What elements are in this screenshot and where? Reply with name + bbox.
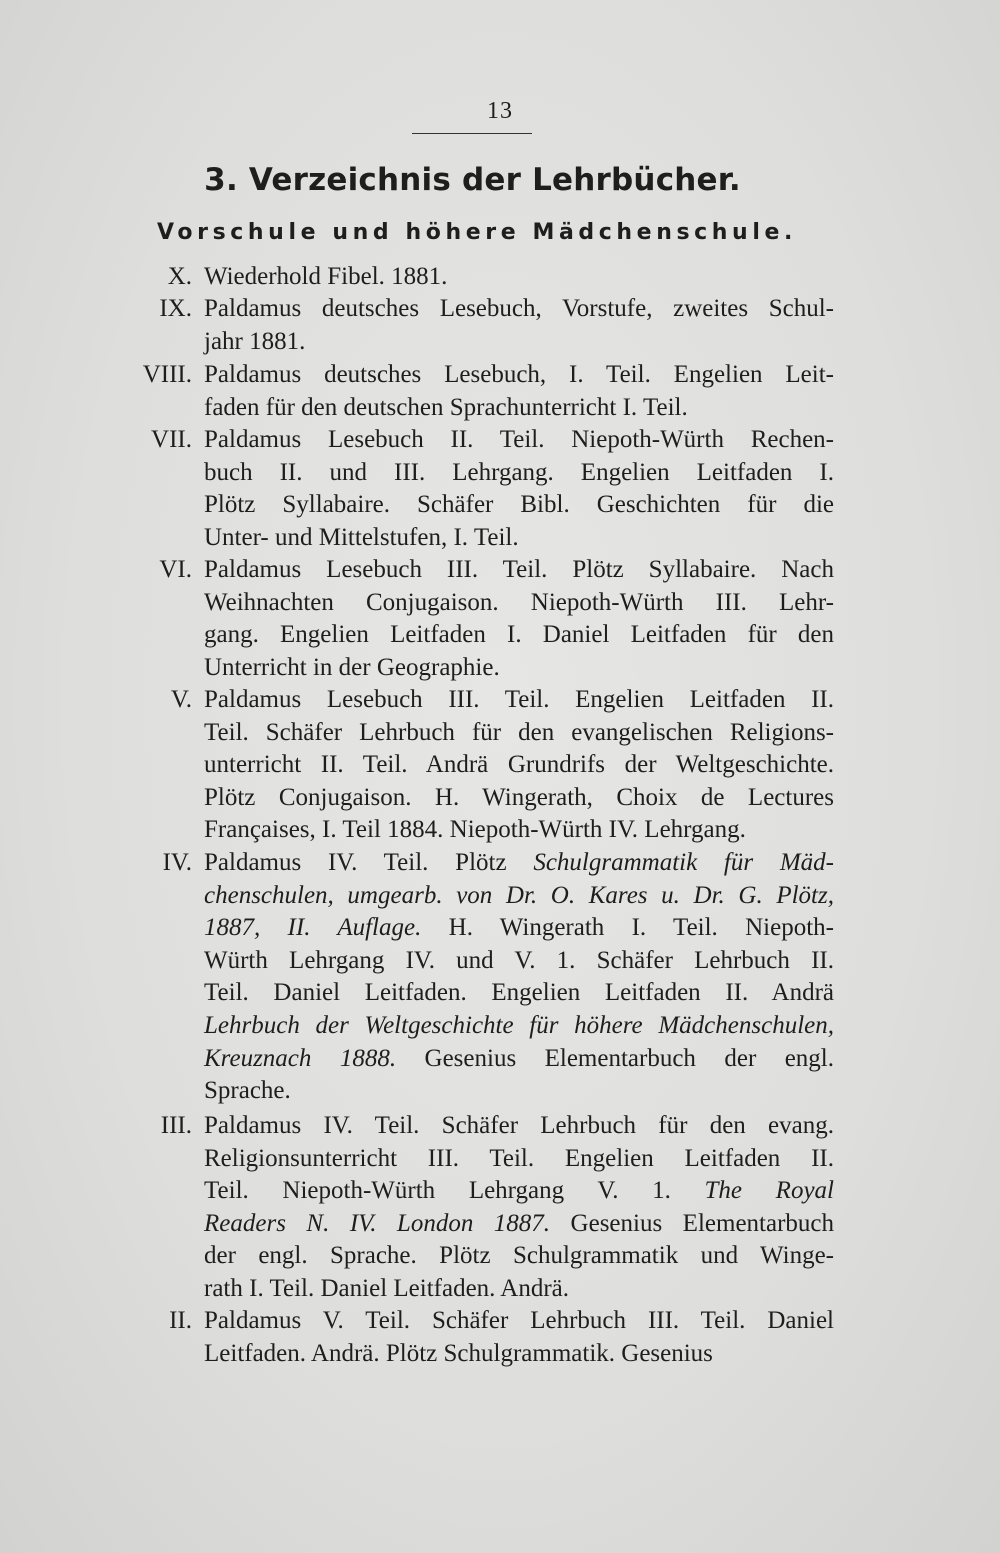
text-line: Unterricht in der Geographie.: [204, 653, 500, 681]
page-number-rule: [412, 133, 532, 134]
entry-text: [204, 359, 834, 424]
text-line: Teil. Niepoth-Würth Lehrgang V. 1. The Royal: [204, 1177, 834, 1205]
text-line: Leitfaden. Andrä. Plötz Schulgrammatik. Gesenius: [204, 1339, 713, 1367]
text-line: unterricht II. Teil. Andrä Grundrifs der Weltgeschichte.: [204, 751, 834, 779]
class-numeral: VI.: [159, 556, 192, 583]
class-numeral: V.: [170, 686, 192, 713]
text-line: Würth Lehrgang IV. und V. 1. Schäfer Lehrbuch II.: [204, 946, 834, 974]
text-line: Paldamus Lesebuch III. Teil. Plötz Syllabaire. Nach: [204, 556, 834, 583]
class-numeral: X.: [167, 263, 192, 290]
class-numeral: III.: [160, 1112, 192, 1139]
class-numeral: IX.: [159, 295, 192, 322]
text-line: Unter- und Mittelstufen, I. Teil.: [204, 523, 519, 551]
text-line: chenschulen, umgearb. von Dr. O. Kares u. Dr. G. Plötz,: [204, 881, 834, 909]
text-line: jahr 1881.: [204, 327, 306, 355]
text-line: Wiederhold Fibel. 1881.: [204, 263, 448, 290]
entry-text: [204, 847, 834, 1108]
text-line: Paldamus deutsches Lesebuch, I. Teil. Engelien Leit-: [204, 361, 834, 388]
text-line: Paldamus deutsches Lesebuch, Vorstufe, zweites Schul-: [204, 295, 834, 322]
page-number: 13: [487, 98, 513, 124]
entry-text: [204, 293, 834, 358]
entry-text: [204, 424, 834, 554]
text-line: Readers N. IV. London 1887. Gesenius Elementarbuch: [204, 1209, 834, 1237]
text-line: 1887, II. Auflage. H. Wingerath I. Teil. Niepoth-: [204, 914, 834, 942]
class-numeral: II.: [169, 1307, 192, 1334]
text-line: buch II. und III. Lehrgang. Engelien Leitfaden I.: [204, 458, 834, 486]
text-line: rath I. Teil. Daniel Leitfaden. Andrä.: [204, 1274, 570, 1302]
section-subtitle: Vorschule und höhere Mädchenschule.: [157, 220, 797, 245]
text-line: gang. Engelien Leitfaden I. Daniel Leitfaden für den: [204, 621, 834, 649]
text-line: Weihnachten Conjugaison. Niepoth-Würth III. Lehr-: [204, 588, 834, 616]
text-line: faden für den deutschen Sprachunterricht I. Teil.: [204, 393, 688, 421]
entry-text: [204, 554, 834, 684]
entry-text: [204, 1110, 834, 1306]
text-line: Paldamus V. Teil. Schäfer Lehrbuch III. Teil. Daniel: [204, 1307, 834, 1334]
entry-text: [204, 261, 834, 294]
section-title: 3. Verzeichnis der Lehrbücher.: [204, 162, 741, 198]
text-line: Paldamus IV. Teil. Schäfer Lehrbuch für den evang.: [204, 1112, 834, 1139]
text-line: Paldamus Lesebuch II. Teil. Niepoth-Würth Rechen-: [204, 426, 834, 453]
text-line: Plötz Syllabaire. Schäfer Bibl. Geschichten für die: [204, 491, 834, 519]
class-numeral: VII.: [151, 426, 192, 453]
text-line: Teil. Daniel Leitfaden. Engelien Leitfaden II. Andrä: [204, 979, 834, 1007]
text-line: Lehrbuch der Weltgeschichte für höhere Mädchenschulen,: [204, 1011, 834, 1039]
text-line: Paldamus IV. Teil. Plötz Schulgrammatik für Mäd-: [204, 849, 834, 876]
text-line: Teil. Schäfer Lehrbuch für den evangelischen Religions-: [204, 718, 834, 746]
text-line: Religionsunterricht III. Teil. Engelien Leitfaden II.: [204, 1144, 834, 1172]
text-line: Françaises, I. Teil 1884. Niepoth-Würth IV. Lehrgang.: [204, 816, 746, 844]
class-numeral: VIII.: [142, 361, 192, 388]
entry-text: [204, 684, 834, 847]
text-line: Sprache.: [204, 1077, 291, 1105]
entry-text: [204, 1305, 834, 1370]
text-line: Paldamus Lesebuch III. Teil. Engelien Leitfaden II.: [204, 686, 834, 713]
text-line: Kreuznach 1888. Gesenius Elementarbuch der engl.: [204, 1044, 835, 1072]
class-numeral: IV.: [162, 849, 192, 876]
text-line: der engl. Sprache. Plötz Schulgrammatik und Winge-: [204, 1242, 834, 1270]
text-line: Plötz Conjugaison. H. Wingerath, Choix de Lectures: [204, 783, 834, 811]
